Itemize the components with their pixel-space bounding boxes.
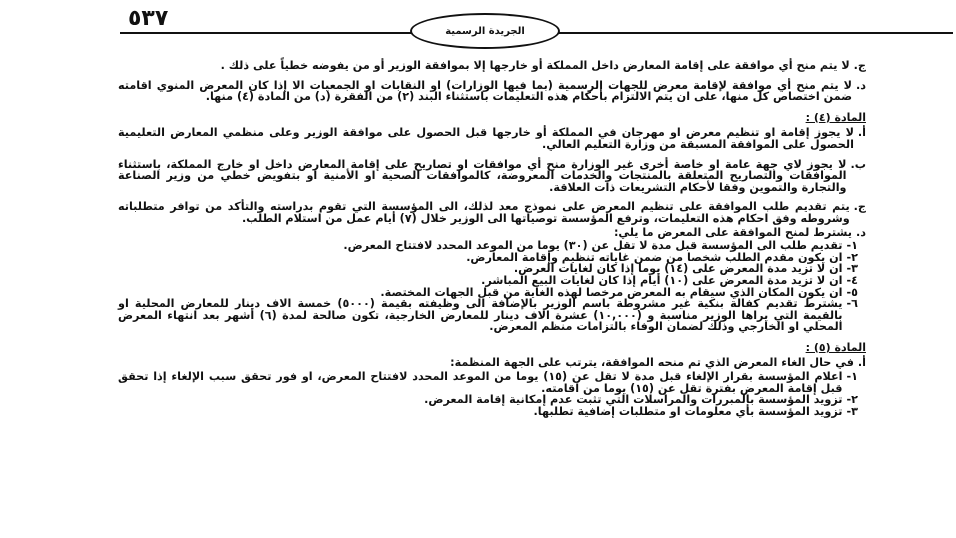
clause-marker: أ. (857, 126, 866, 140)
clause-text: لا يتم منح أي موافقة على إقامة المعارض داخل المملكة أو خارجها إلا بموافقة الوزير أو من يفوضه خطياً على ذلك . (220, 59, 850, 72)
clause-item (118, 159, 866, 194)
condition-text: يشترط تقديم كفالة بنكية غير مشروطة باسم الوزير بالإضافة الى وظيفته بقيمة (٥٠٠٠) خمسة الاف دينار للمعارض المحلية او بالقيمة التي يراها الوزير مناسبة و (١٠,٠٠٠) عشرة الاف دينار للمعارض الخارجية، تكون صالحة لمدة (٦) أشهر بعد انتهاء المعرض المحلي او الخارجي وذلك لضمان الوفاء بالتزامات منظم المعرض. (118, 297, 843, 334)
clause-marker: ج. (853, 200, 866, 214)
header-rule-right (558, 32, 953, 34)
condition-marker: ٥- (846, 285, 858, 299)
article-5-title: المادة (٥) : (805, 340, 866, 354)
obligation-marker: ٣- (846, 404, 858, 418)
condition-item (118, 275, 858, 287)
condition-text: تقديم طلب الى المؤسسة قبل مدة لا تقل عن (٣٠) يوما من الموعد المحدد لافتتاح المعرض. (343, 239, 843, 253)
article-5-obligations (118, 371, 866, 417)
clause-item (118, 60, 866, 72)
clause-marker: ج. (853, 59, 866, 72)
obligation-item (118, 371, 858, 394)
article-4-title: المادة (٤) : (805, 110, 866, 124)
clause-text: يشترط لمنح الموافقة على المعرض ما يلي: (613, 225, 852, 239)
condition-marker: ١- (846, 239, 858, 253)
page-number: ٥٣٧ (128, 6, 169, 31)
clause-text: يتم تقديم طلب الموافقة على تنظيم المعرض على نموذج معد لذلك، الى المؤسسة التي تقوم بدراسته والتأكد من توافر متطلباته وشروطه وفق احكام هذه التعليمات، وترفع المؤسسة توصياتها الى الوزير خلال (٧) أيام عمل من استلام الطلب. (118, 200, 850, 225)
clause-marker: أ. (857, 356, 866, 370)
condition-text: ان يكون المكان الذي سيقام به المعرض مرخصا لهذه الغاية من قبل الجهات المختصة. (380, 285, 843, 299)
gazette-title: الجريدة الرسمية (445, 25, 525, 37)
obligation-text: تزويد المؤسسة بأي معلومات او متطلبات إضافية تطلبها. (533, 404, 843, 418)
clause-item (118, 357, 866, 369)
clause-marker: د. (856, 225, 866, 239)
condition-text: ان يكون مقدم الطلب شخصا من ضمن غاياته تنظيم وإقامة المعارض. (466, 250, 843, 264)
clause-text: لا يجوز إقامة او تنظيم معرض او مهرجان في المملكة أو خارجها قبل الحصول على موافقة الوزير وعلى منظمي المعارض التعليمية الحصول على الموافقة المسبقة من وزارة التعليم العالي. (118, 126, 854, 151)
condition-marker: ٣- (846, 262, 858, 276)
clause-text: لا يجوز لاي جهة عامة او خاصة أخرى غير الوزارة منح أي موافقات او تصاريح على إقامة المعارض داخل او خارج المملكة، باستثناء الموافقات والتصاريح المتعلقة بالمنتجات والخدمات المعروضة، كالموافقات الصحية او الأمنية او بتفويض خطي من وزير الصناعة والتجارة والتموين وفقا لأحكام التشريعات ذات العلاقة. (118, 157, 847, 194)
clause-text: لا يتم منح أي موافقة لإقامة معرض للجهات الرسمية (بما فيها الوزارات) او النقابات او الجمعيات الا إذا كان المعرض المنوي اقامته ضمن اختصاص كل منها، على ان يتم الالتزام بأحكام هذه التعليمات باستثناء البند (٢) من الفقرة (د) من المادة (٤) منها. (118, 78, 852, 104)
clause-marker: د. (856, 78, 866, 92)
condition-item (118, 298, 858, 333)
obligation-text: تزويد المؤسسة بالمبررات والمراسلات التي تثبت عدم إمكانية إقامة المعرض. (424, 393, 843, 407)
condition-text: ان لا تزيد مدة المعرض على (١٠) أيام إذا كان لغايات البيع المباشر. (481, 273, 843, 287)
obligation-item (118, 406, 858, 418)
clause-item (118, 201, 866, 224)
condition-item (118, 240, 858, 252)
clause-text: في حال الغاء المعرض الذي تم منحه الموافقة، يترتب على الجهة المنظمة: (450, 356, 854, 370)
obligation-marker: ٢- (846, 393, 858, 407)
obligation-marker: ١- (846, 370, 858, 384)
condition-marker: ٤- (846, 273, 858, 287)
clause-item (118, 127, 866, 150)
document-body (118, 60, 866, 417)
clause-item (118, 80, 866, 103)
header-rule-left (120, 32, 412, 34)
clause-item (118, 227, 866, 239)
obligation-text: اعلام المؤسسة بقرار الإلغاء قبل مدة لا تقل عن (١٥) يوما من الموعد المحدد لافتتاح المعرض، او فور تحقق سبب الإلغاء إذا تحقق قبل إقامة المعرض بفترة تقل عن (١٥) يوما من اقامته. (118, 370, 843, 395)
clause-marker: ب. (850, 157, 866, 171)
condition-marker: ٦- (846, 297, 858, 311)
article-4-conditions (118, 240, 866, 333)
gazette-header-badge (410, 13, 560, 49)
condition-text: ان لا تزيد مدة المعرض على (١٤) يوما إذا كان لغايات العرض. (513, 262, 843, 276)
condition-marker: ٢- (846, 250, 858, 264)
